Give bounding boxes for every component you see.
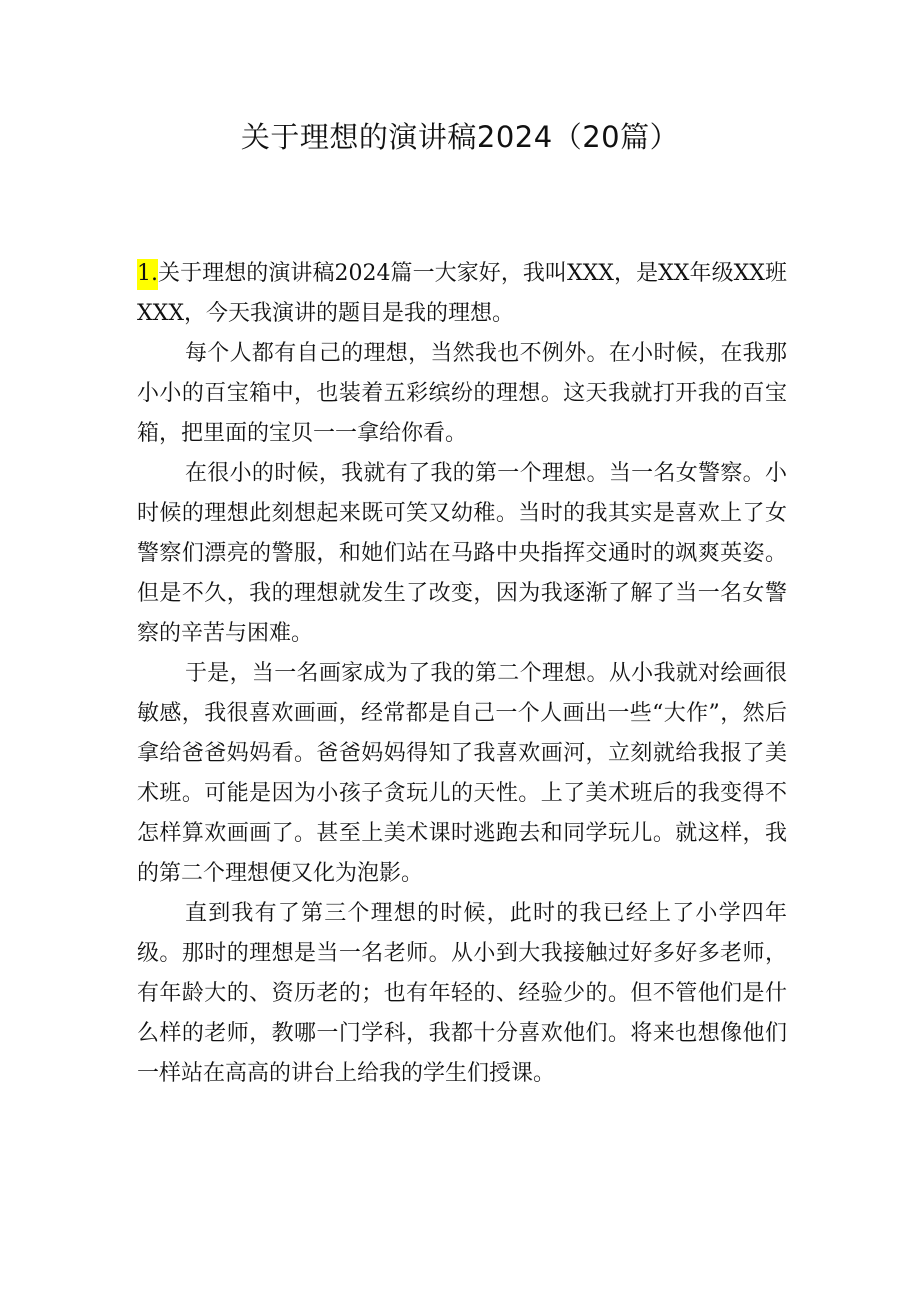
- paragraph-3: 在很小的时候，我就有了我的第一个理想。当一名女警察。小时候的理想此刻想起来既可笑又幼稚。当时的我其实是喜欢上了女警察们漂亮的警服，和她们站在马路中央指挥交通时的飒爽英姿。但是不久，我的理想就发生了改变，因为我逐渐了解了当一名女警察的辛苦与困难。: [137, 461, 787, 646]
- document-title: 关于理想的演讲稿2024（20篇）: [240, 120, 680, 154]
- highlighted-item-number: 1.: [137, 259, 158, 290]
- paragraph-5: 直到我有了第三个理想的时候，此时的我已经上了小学四年级。那时的理想是当一名老师。从小到大我接触过好多好多老师，有年龄大的、资历老的；也有年轻的、经验少的。但不管他们是什么样的老师，教哪一门学科，我都十分喜欢他们。将来也想像他们一样站在高高的讲台上给我的学生们授课。: [137, 901, 787, 1086]
- paragraph-2: 每个人都有自己的理想，当然我也不例外。在小时候，在我那小小的百宝箱中，也装着五彩缤纷的理想。这天我就打开我的百宝箱，把里面的宝贝一一拿给你看。: [137, 341, 787, 446]
- paragraph-4: 于是，当一名画家成为了我的第二个理想。从小我就对绘画很敏感，我很喜欢画画，经常都是自己一个人画出一些“大作”，然后拿给爸爸妈妈看。爸爸妈妈得知了我喜欢画河，立刻就给我报了美术班。可能是因为小孩子贪玩儿的天性。上了美术班后的我变得不怎样算欢画画了。甚至上美术课时逃跑去和同学玩儿。就这样，我的第二个理想便又化为泡影。: [137, 661, 787, 886]
- paragraph-1-text: 关于理想的演讲稿2024篇一大家好，我叫XXX，是XX年级XX班XXX，今天我演讲的题目是我的理想。: [137, 261, 787, 326]
- document-body: [137, 254, 787, 1094]
- paragraph-1: [137, 254, 787, 334]
